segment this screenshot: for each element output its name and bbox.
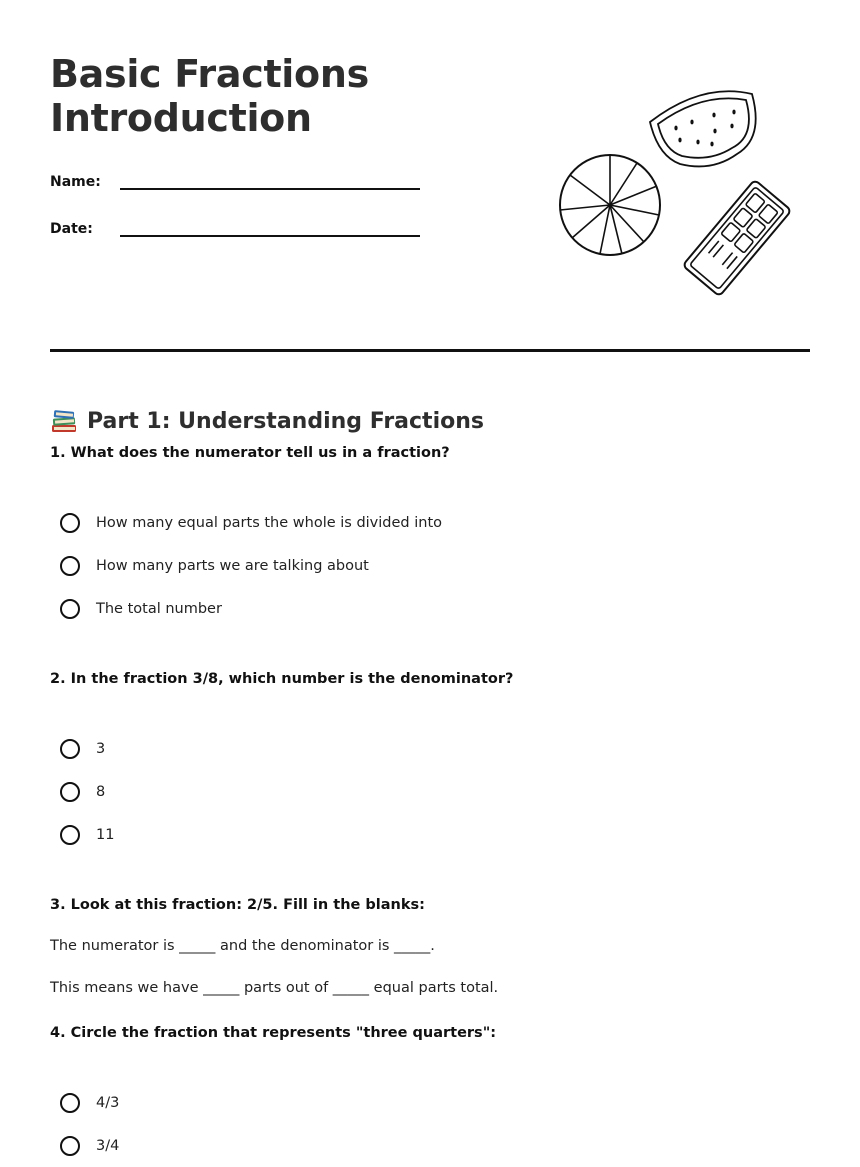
books-icon (50, 408, 78, 434)
question-4: 4. Circle the fraction that represents "three quarters": (50, 1025, 497, 1041)
name-field (50, 166, 420, 190)
name-label: Name: (50, 174, 101, 190)
radio-button[interactable] (60, 739, 80, 759)
option-item[interactable] (60, 544, 442, 587)
date-input-line[interactable] (120, 213, 420, 237)
date-label: Date: (50, 221, 93, 237)
option-label: The total number (96, 600, 222, 617)
radio-button[interactable] (60, 1136, 80, 1156)
option-label: How many parts we are talking about (96, 557, 369, 574)
option-item[interactable] (60, 1081, 119, 1124)
question-3: 3. Look at this fraction: 2/5. Fill in the blanks: (50, 897, 425, 913)
question-2-options (60, 727, 114, 856)
option-item[interactable] (60, 770, 114, 813)
title-line-2: Introduction (50, 96, 312, 140)
section-heading-text: Part 1: Understanding Fractions (87, 408, 484, 434)
radio-button[interactable] (60, 782, 80, 802)
option-label: 8 (96, 783, 106, 800)
fill-in-line[interactable]: The numerator is _____ and the denominator is _____. (50, 938, 435, 954)
radio-button[interactable] (60, 1093, 80, 1113)
radio-button[interactable] (60, 556, 80, 576)
fractions-illustration (552, 88, 802, 303)
date-field (50, 213, 420, 237)
option-label: 4/3 (96, 1094, 120, 1111)
option-item[interactable] (60, 813, 114, 856)
question-2: 2. In the fraction 3/8, which number is the denominator? (50, 671, 514, 687)
section-heading (50, 408, 484, 434)
title-line-1: Basic Fractions (50, 52, 369, 96)
watermelon-slice-icon (650, 91, 756, 166)
question-1-options (60, 501, 442, 630)
option-item[interactable] (60, 727, 114, 770)
pie-divided-icon (560, 155, 660, 255)
page-title (50, 52, 369, 140)
chocolate-bar-icon (683, 180, 792, 297)
radio-button[interactable] (60, 513, 80, 533)
question-4-options (60, 1081, 119, 1167)
question-1: 1. What does the numerator tell us in a fraction? (50, 445, 450, 461)
radio-button[interactable] (60, 599, 80, 619)
section-divider (50, 349, 810, 352)
option-label: 3 (96, 740, 106, 757)
fill-in-line[interactable]: This means we have _____ parts out of _____ equal parts total. (50, 980, 499, 996)
option-item[interactable] (60, 587, 442, 630)
option-label: 3/4 (96, 1137, 120, 1154)
option-label: 11 (96, 826, 115, 843)
option-label: How many equal parts the whole is divided into (96, 514, 443, 531)
radio-button[interactable] (60, 825, 80, 845)
option-item[interactable] (60, 501, 442, 544)
name-input-line[interactable] (120, 166, 420, 190)
